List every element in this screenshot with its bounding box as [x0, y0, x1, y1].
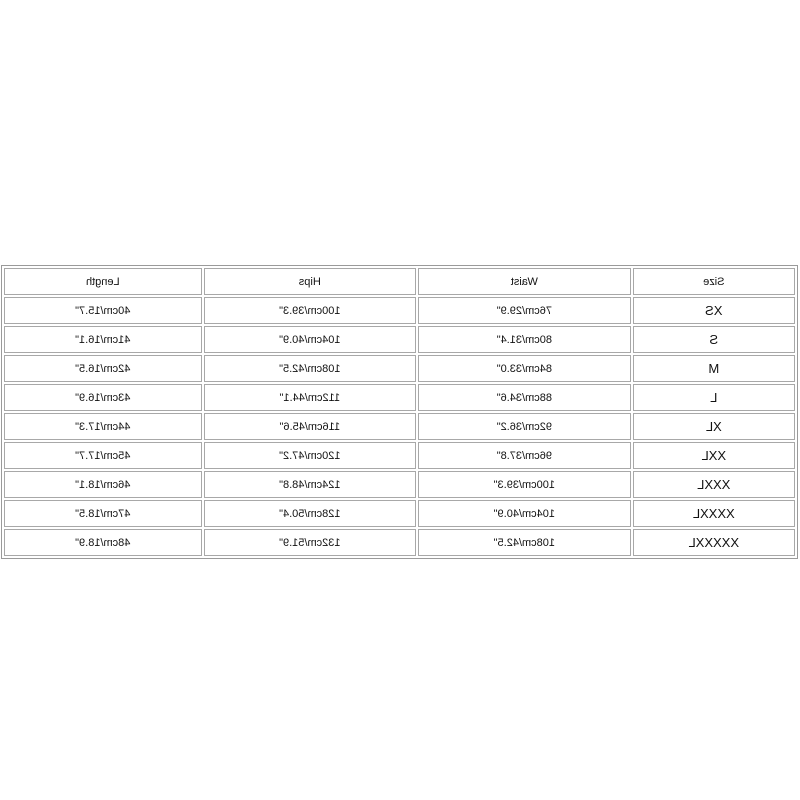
waist-cell: 80cm/31.4": [418, 326, 631, 353]
header-hips: Hips: [204, 268, 417, 295]
table-row: [4, 413, 795, 440]
length-cell: 47cm/18.5": [4, 500, 202, 527]
size-cell: XXXXL: [633, 500, 795, 527]
hips-cell: 120cm/47.2": [204, 442, 417, 469]
table-header-row: [4, 268, 795, 295]
table-row: [4, 384, 795, 411]
table-row: [4, 442, 795, 469]
table-row: [4, 529, 795, 556]
header-length: Length: [4, 268, 202, 295]
length-cell: 44cm/17.3": [4, 413, 202, 440]
table-row: [4, 297, 795, 324]
length-cell: 48cm/18.9": [4, 529, 202, 556]
size-chart-table-container: [1, 265, 798, 559]
waist-cell: 108cm/42.5": [418, 529, 631, 556]
hips-cell: 108cm/42.5": [204, 355, 417, 382]
length-cell: 40cm/15.7": [4, 297, 202, 324]
hips-cell: 124cm/48.8": [204, 471, 417, 498]
size-cell: XXXXXL: [633, 529, 795, 556]
length-cell: 41cm/16.1": [4, 326, 202, 353]
waist-cell: 84cm/33.0": [418, 355, 631, 382]
size-cell: L: [633, 384, 795, 411]
size-cell: XXXL: [633, 471, 795, 498]
waist-cell: 104cm/40.9": [418, 500, 631, 527]
table-row: [4, 355, 795, 382]
table-row: [4, 471, 795, 498]
size-cell: XS: [633, 297, 795, 324]
length-cell: 43cm/16.9": [4, 384, 202, 411]
waist-cell: 92cm/36.2": [418, 413, 631, 440]
hips-cell: 100cm/39.3": [204, 297, 417, 324]
size-cell: S: [633, 326, 795, 353]
size-cell: XL: [633, 413, 795, 440]
hips-cell: 128cm/50.4": [204, 500, 417, 527]
table-row: [4, 500, 795, 527]
waist-cell: 100cm/39.3": [418, 471, 631, 498]
hips-cell: 116cm/45.6": [204, 413, 417, 440]
waist-cell: 88cm/34.6": [418, 384, 631, 411]
length-cell: 46cm/18.1": [4, 471, 202, 498]
waist-cell: 96cm/37.8": [418, 442, 631, 469]
size-cell: M: [633, 355, 795, 382]
header-waist: Waist: [418, 268, 631, 295]
hips-cell: 104cm/40.9": [204, 326, 417, 353]
length-cell: 45cm/17.7": [4, 442, 202, 469]
length-cell: 42cm/16.5": [4, 355, 202, 382]
table-row: [4, 326, 795, 353]
hips-cell: 132cm/51.9": [204, 529, 417, 556]
hips-cell: 112cm/44.1": [204, 384, 417, 411]
header-size: Size: [633, 268, 795, 295]
size-cell: XXL: [633, 442, 795, 469]
waist-cell: 76cm/29.9": [418, 297, 631, 324]
size-chart-table: [2, 266, 797, 558]
